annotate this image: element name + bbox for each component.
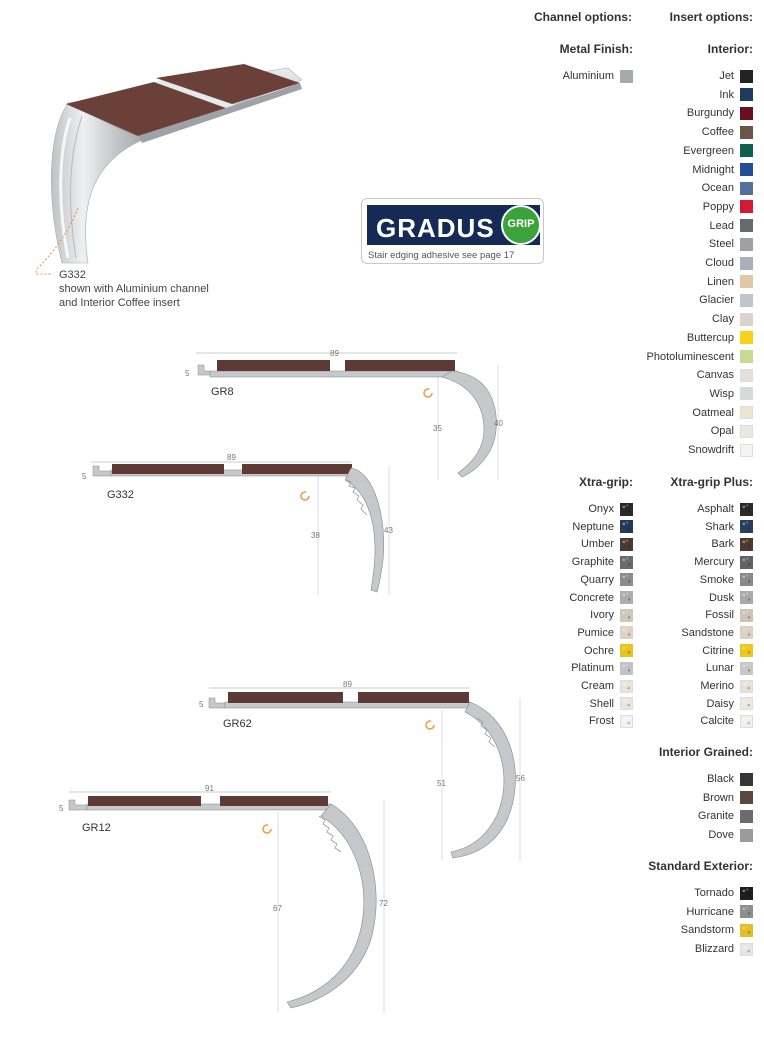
xtra-grip-plus-option xyxy=(706,661,753,675)
standard-exterior-color-swatch xyxy=(740,887,753,900)
standard-exterior-option xyxy=(686,905,753,919)
interior-option-label: Cloud xyxy=(705,257,734,269)
standard-exterior-option xyxy=(681,923,753,937)
interior-option-label: Coffee xyxy=(701,126,734,139)
xtra-grip-color-swatch xyxy=(620,591,633,604)
gradus-grip-badge xyxy=(361,198,544,264)
standard-exterior-option xyxy=(695,942,753,956)
xtra-grip-plus-option xyxy=(705,520,753,534)
profile-g332-name: G332 xyxy=(107,489,134,501)
interior-grained-option-label: Brown xyxy=(702,791,734,804)
interior-color-swatch xyxy=(740,313,753,326)
xtra-grip-plus-color-swatch xyxy=(740,680,753,693)
interior-option xyxy=(710,387,753,401)
gr62-inner-height-dim: 51 xyxy=(437,779,446,788)
xtra-grip-color-swatch xyxy=(620,573,633,586)
interior-option xyxy=(688,443,753,457)
channel-options-heading: Channel options: xyxy=(534,10,632,24)
rotate-icon xyxy=(263,825,271,833)
xtra-grip-color-swatch xyxy=(620,644,633,657)
interior-option xyxy=(702,181,753,195)
interior-grained-option-label: Dove xyxy=(708,829,734,842)
xtra-grip-option-label: Cream xyxy=(580,680,614,692)
insert-options-heading: Insert options: xyxy=(669,10,753,24)
interior-option xyxy=(709,237,753,251)
xtra-grip-plus-color-swatch xyxy=(740,609,753,622)
xtra-grip-plus-color-swatch xyxy=(740,503,753,516)
xtra-grip-plus-option xyxy=(705,608,753,622)
interior-color-swatch xyxy=(740,88,753,101)
gr12-width-dim: 91 xyxy=(205,784,214,793)
interior-option xyxy=(702,125,753,139)
hero-caption-line1: shown with Aluminium channel xyxy=(59,283,209,295)
xtra-grip-color-swatch xyxy=(620,520,633,533)
interior-grained-option xyxy=(698,809,753,823)
xtra-grip-plus-option-label: Lunar xyxy=(705,662,734,675)
interior-color-swatch xyxy=(740,425,753,438)
interior-color-swatch xyxy=(740,163,753,176)
interior-option xyxy=(712,312,753,326)
xtra-grip-option-label: Pumice xyxy=(577,626,614,639)
xtra-grip-option-label: Onyx xyxy=(588,503,614,515)
xtra-grip-color-swatch xyxy=(620,715,633,728)
xtra-grip-option-label: Ivory xyxy=(590,609,614,622)
xtra-grip-plus-option xyxy=(681,626,753,640)
xtra-grip-option-label: Umber xyxy=(580,538,614,551)
xtra-grip-option xyxy=(572,520,633,534)
xtra-grip-option-label: Platinum xyxy=(571,662,614,675)
interior-grained-option-label: Black xyxy=(707,773,734,785)
interior-option xyxy=(692,163,753,177)
metal-finish-heading: Metal Finish: xyxy=(559,42,633,56)
xtra-grip-option-label: Quarry xyxy=(580,573,614,586)
xtra-grip-plus-option xyxy=(697,502,753,516)
xtra-grip-plus-option xyxy=(700,714,753,728)
interior-color-swatch xyxy=(740,350,753,363)
xtra-grip-plus-color-swatch xyxy=(740,591,753,604)
hero-stair-nosing-illustration xyxy=(30,58,320,283)
interior-option xyxy=(719,88,753,102)
xtra-grip-option xyxy=(584,644,633,658)
interior-option-label: Steel xyxy=(708,238,734,251)
xtra-grip-option-label: Neptune xyxy=(572,520,614,533)
standard-exterior-option-label: Hurricane xyxy=(686,905,734,918)
xtra-grip-plus-option-label: Smoke xyxy=(699,573,734,586)
xtra-grip-plus-option-label: Sandstone xyxy=(681,626,734,639)
xtra-grip-plus-option xyxy=(700,573,753,587)
standard-exterior-option-label: Blizzard xyxy=(694,943,734,956)
interior-color-swatch xyxy=(740,369,753,382)
gr8-width-dim: 89 xyxy=(330,349,339,358)
xtra-grip-color-swatch xyxy=(620,697,633,710)
interior-grained-heading: Interior Grained: xyxy=(658,745,753,759)
xtra-grip-plus-color-swatch xyxy=(740,626,753,639)
interior-option-label: Midnight xyxy=(692,163,734,176)
interior-grained-option xyxy=(707,772,753,786)
interior-color-swatch xyxy=(740,294,753,307)
interior-color-swatch xyxy=(740,257,753,270)
rotate-icon xyxy=(426,721,434,729)
xtra-grip-option-label: Concrete xyxy=(569,591,614,604)
xtra-grip-option-label: Graphite xyxy=(571,556,614,569)
interior-color-swatch xyxy=(740,219,753,232)
interior-grained-color-swatch xyxy=(740,829,753,842)
interior-option xyxy=(687,106,753,120)
interior-option-label: Poppy xyxy=(702,200,734,213)
xtra-grip-color-swatch xyxy=(620,662,633,675)
xtra-grip-plus-option-label: Citrine xyxy=(702,644,734,657)
standard-exterior-option xyxy=(694,886,753,900)
interior-option xyxy=(699,293,753,307)
gr12-lip-dim: 5 xyxy=(59,804,64,813)
interior-option-label: Ocean xyxy=(701,182,734,195)
badge-grip-text: GRIP xyxy=(507,218,535,230)
profile-gr12-name: GR12 xyxy=(82,822,111,834)
profile-gr62-name: GR62 xyxy=(223,718,252,730)
g332-width-dim: 89 xyxy=(227,453,236,462)
interior-color-swatch xyxy=(740,200,753,213)
xtra-grip-option-label: Ochre xyxy=(584,644,614,657)
interior-option xyxy=(707,275,753,289)
xtra-grip-plus-option-label: Daisy xyxy=(706,697,734,710)
interior-color-swatch xyxy=(740,444,753,457)
interior-color-swatch xyxy=(740,331,753,344)
interior-heading: Interior: xyxy=(707,42,753,56)
standard-exterior-heading: Standard Exterior: xyxy=(648,859,753,873)
xtra-grip-plus-option-label: Bark xyxy=(711,538,734,551)
xtra-grip-plus-color-swatch xyxy=(740,644,753,657)
interior-color-swatch xyxy=(740,238,753,251)
xtra-grip-plus-color-swatch xyxy=(740,556,753,569)
gr12-inner-height-dim: 67 xyxy=(273,904,282,913)
interior-option-label: Clay xyxy=(711,313,734,326)
xtra-grip-plus-heading: Xtra-grip Plus: xyxy=(670,475,753,489)
interior-color-swatch xyxy=(740,182,753,195)
interior-grained-option xyxy=(708,828,753,842)
xtra-grip-plus-option xyxy=(700,679,753,693)
badge-brand: GRADUS xyxy=(376,213,495,243)
interior-option-label: Opal xyxy=(710,425,734,438)
xtra-grip-plus-color-swatch xyxy=(740,697,753,710)
standard-exterior-color-swatch xyxy=(740,905,753,918)
gr12-outer-height-dim: 72 xyxy=(379,899,388,908)
interior-option xyxy=(683,144,753,158)
hero-caption xyxy=(59,268,209,310)
interior-option-label: Oatmeal xyxy=(692,406,734,419)
rotate-icon xyxy=(424,389,432,397)
xtra-grip-plus-option xyxy=(706,697,753,711)
standard-exterior-option-label: Tornado xyxy=(694,887,734,899)
xtra-grip-plus-color-swatch xyxy=(740,573,753,586)
interior-grained-option-label: Granite xyxy=(697,810,734,823)
interior-color-swatch xyxy=(740,70,753,83)
interior-option-label: Jet xyxy=(719,70,734,82)
gr62-lip-dim: 5 xyxy=(199,700,204,709)
xtra-grip-color-swatch xyxy=(620,680,633,693)
gr62-outer-height-dim: 56 xyxy=(516,774,525,783)
interior-option xyxy=(705,256,753,270)
profile-gr8-name: GR8 xyxy=(211,386,234,398)
xtra-grip-color-swatch xyxy=(620,503,633,516)
xtra-grip-color-swatch xyxy=(620,626,633,639)
interior-option-label: Lead xyxy=(709,219,734,232)
interior-option xyxy=(703,200,753,214)
interior-option-label: Canvas xyxy=(696,369,734,382)
hero-caption-title: G332 xyxy=(59,269,86,281)
interior-option xyxy=(647,350,753,364)
xtra-grip-color-swatch xyxy=(620,556,633,569)
xtra-grip-plus-option-label: Fossil xyxy=(705,609,734,622)
xtra-grip-plus-option xyxy=(711,537,753,551)
standard-exterior-color-swatch xyxy=(740,943,753,956)
g332-lip-dim: 5 xyxy=(82,472,87,481)
xtra-grip-plus-option-label: Shark xyxy=(705,520,734,533)
grip-logo-icon xyxy=(501,205,541,245)
interior-option-label: Evergreen xyxy=(683,144,734,157)
interior-option xyxy=(697,368,753,382)
interior-option xyxy=(692,406,753,420)
xtra-grip-option-label: Frost xyxy=(588,715,614,728)
xtra-grip-option xyxy=(572,555,633,569)
xtra-grip-plus-option xyxy=(709,591,753,605)
standard-exterior-option-label: Sandstorm xyxy=(680,924,734,937)
xtra-grip-option-label: Shell xyxy=(589,697,614,710)
profile-gr12 xyxy=(55,780,400,1015)
xtra-grip-plus-option-label: Dusk xyxy=(708,591,734,604)
interior-option-label: Ink xyxy=(719,88,734,101)
gr8-outer-height-dim: 40 xyxy=(494,419,503,428)
xtra-grip-option xyxy=(588,502,633,516)
xtra-grip-option xyxy=(571,661,633,675)
interior-option-label: Linen xyxy=(707,275,734,288)
xtra-grip-heading: Xtra-grip: xyxy=(579,475,633,489)
metal-finish-option-label: Aluminium xyxy=(562,70,614,82)
metal-finish-option xyxy=(563,69,633,83)
interior-option xyxy=(719,69,753,83)
interior-color-swatch xyxy=(740,275,753,288)
interior-grained-option xyxy=(703,791,753,805)
interior-color-swatch xyxy=(740,406,753,419)
standard-exterior-color-swatch xyxy=(740,924,753,937)
interior-color-swatch xyxy=(740,144,753,157)
interior-option xyxy=(710,219,753,233)
gr8-inner-height-dim: 35 xyxy=(433,424,442,433)
xtra-grip-plus-color-swatch xyxy=(740,520,753,533)
xtra-grip-option xyxy=(580,573,633,587)
xtra-grip-color-swatch xyxy=(620,538,633,551)
xtra-grip-plus-color-swatch xyxy=(740,715,753,728)
xtra-grip-plus-option xyxy=(702,644,753,658)
interior-option xyxy=(711,424,753,438)
interior-option-label: Buttercup xyxy=(686,331,734,344)
interior-grained-color-swatch xyxy=(740,773,753,786)
interior-grained-color-swatch xyxy=(740,791,753,804)
interior-option-label: Glacier xyxy=(699,294,734,307)
metal-finish-color-swatch xyxy=(620,70,633,83)
xtra-grip-plus-option-label: Asphalt xyxy=(697,503,734,515)
xtra-grip-option xyxy=(581,537,633,551)
g332-inner-height-dim: 38 xyxy=(311,531,320,540)
xtra-grip-option xyxy=(577,626,633,640)
interior-color-swatch xyxy=(740,107,753,120)
xtra-grip-plus-color-swatch xyxy=(740,662,753,675)
rotate-icon xyxy=(301,492,309,500)
interior-option-label: Wisp xyxy=(709,387,734,400)
xtra-grip-option xyxy=(569,591,633,605)
xtra-grip-plus-color-swatch xyxy=(740,538,753,551)
g332-outer-height-dim: 43 xyxy=(384,526,393,535)
xtra-grip-option xyxy=(590,608,633,622)
interior-option-label: Photoluminescent xyxy=(646,350,734,363)
interior-option-label: Burgundy xyxy=(686,107,734,120)
hero-caption-line2: and Interior Coffee insert xyxy=(59,297,180,309)
gr8-lip-dim: 5 xyxy=(185,369,190,378)
interior-option xyxy=(687,331,753,345)
xtra-grip-plus-option-label: Merino xyxy=(700,680,734,692)
xtra-grip-plus-option-label: Mercury xyxy=(694,556,734,569)
interior-option-label: Snowdrift xyxy=(688,444,734,456)
xtra-grip-color-swatch xyxy=(620,609,633,622)
xtra-grip-option xyxy=(589,714,633,728)
profile-g332 xyxy=(75,450,405,600)
xtra-grip-option xyxy=(590,697,633,711)
interior-grained-color-swatch xyxy=(740,810,753,823)
badge-note: Stair edging adhesive see page 17 xyxy=(368,250,515,261)
interior-color-swatch xyxy=(740,126,753,139)
xtra-grip-plus-option-label: Calcite xyxy=(700,715,734,728)
xtra-grip-plus-option xyxy=(694,555,753,569)
interior-color-swatch xyxy=(740,387,753,400)
gr62-width-dim: 89 xyxy=(343,680,352,689)
xtra-grip-option xyxy=(581,679,633,693)
